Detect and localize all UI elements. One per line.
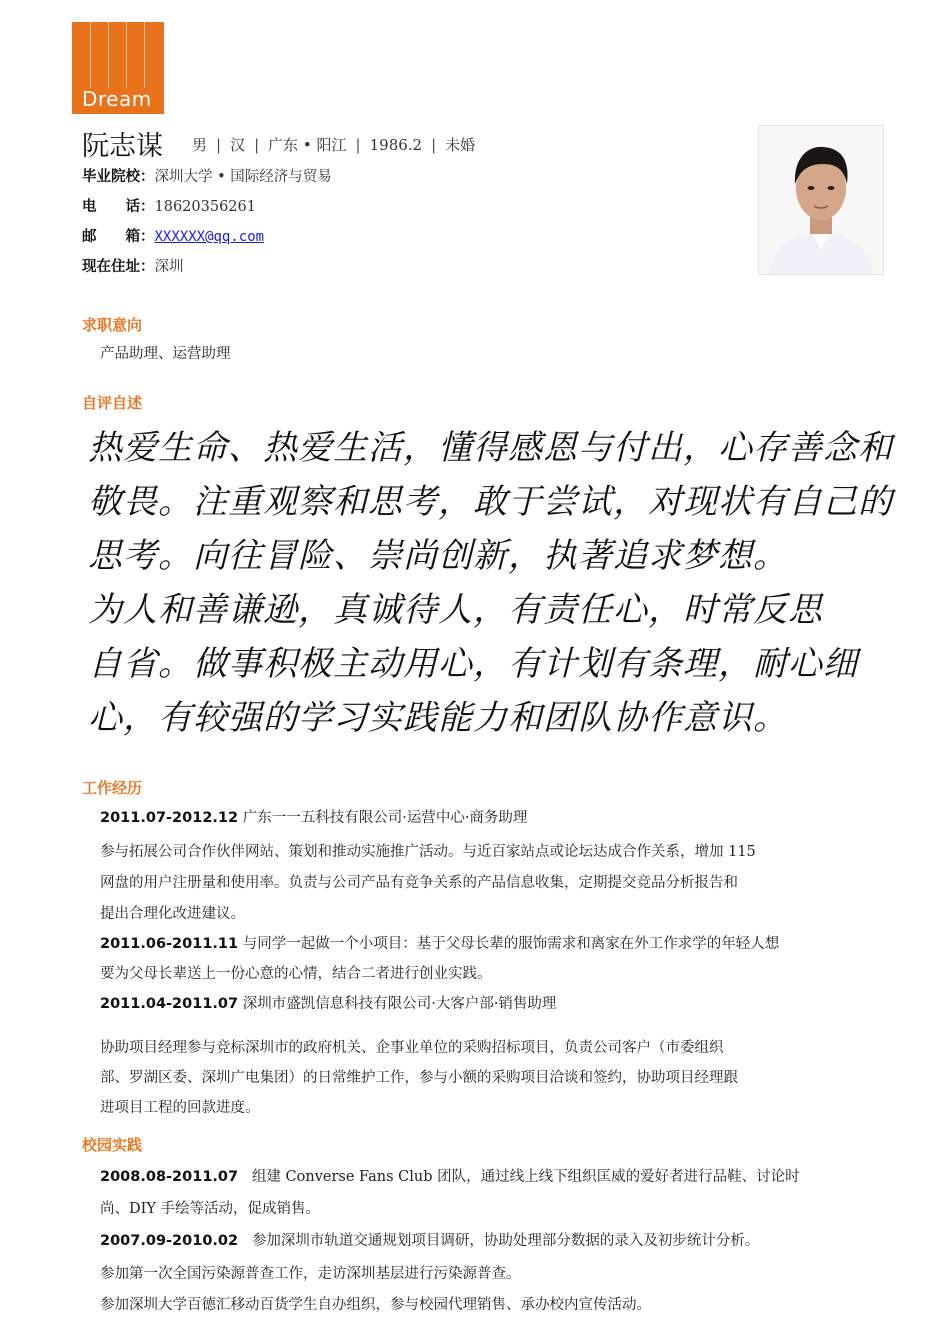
handwritten-line: 热爱生命、热爱生活，懂得感恩与付出，心存善念和: [88, 428, 893, 468]
separator: |: [254, 136, 260, 154]
work-description-line: 参与拓展公司合作伙伴网站、策划和推动实施推广活动。与近百家站点或论坛达成合作关系，增加 115: [100, 844, 756, 860]
dream-logo: [72, 22, 164, 114]
campus-date: 2008.08-2011.07: [100, 1169, 239, 1185]
work-description-line: 部、罗湖区委、深圳广电集团）的日常维护工作，参与小额的采购项目洽谈和签约，协助项目经理跟: [100, 1070, 738, 1086]
objective-text: 产品助理、运营助理: [100, 346, 231, 362]
campus-entry-heading: [100, 1229, 759, 1250]
work-description-line: 要为父母长辈送上一份心意的心情，结合二者进行创业实践。: [100, 966, 492, 982]
section-heading-objective: 求职意向: [82, 316, 143, 334]
work-date: 2011.07-2012.12: [100, 810, 239, 826]
campus-description-line: 参加深圳大学百德汇移动百货学生自办组织，参与校园代理销售、承办校内宣传活动。: [100, 1297, 651, 1313]
phone-label: 电 话：: [82, 199, 155, 215]
work-description-line: 提出合理化改进建议。: [100, 906, 245, 922]
handwritten-line: 自省。做事积极主动用心，有计划有条理，耐心细: [88, 644, 858, 684]
work-description-line: 进项目工程的回款进度。: [100, 1100, 260, 1116]
work-entry-heading: [100, 806, 527, 827]
logo-stripe: [126, 22, 127, 88]
handwritten-self-evaluation: [88, 421, 908, 745]
handwritten-line: 敬畏。注重观察和思考，敢于尝试，对现状有自己的: [88, 482, 893, 522]
work-title: 深圳市盛凯信息科技有限公司·大客户部·销售助理: [242, 996, 557, 1012]
work-entry-heading: [100, 992, 556, 1013]
separator: |: [355, 136, 361, 154]
section-heading-work: 工作经历: [82, 779, 143, 797]
profile-photo: [758, 125, 884, 275]
campus-description-line: 尚、DIY 手绘等活动，促成销售。: [100, 1201, 321, 1217]
work-description-line: 网盘的用户注册量和使用率。负责与公司产品有竞争关系的产品信息收集，定期提交竞品分析报告和: [100, 875, 738, 891]
phone-row: [82, 195, 256, 216]
address-label: 现在住址：: [82, 259, 155, 275]
email-link[interactable]: XXXXXX@qq.com: [154, 229, 265, 245]
handwritten-line: 为人和善谦逊，真诚待人，有责任心，时常反思: [88, 590, 823, 630]
personal-meta: [192, 134, 475, 155]
separator: |: [431, 136, 437, 154]
work-date: 2011.06-2011.11: [100, 936, 239, 952]
logo-stripe: [108, 22, 109, 88]
school-value: 深圳大学 • 国际经济与贸易: [154, 169, 332, 185]
work-description-line: 与同学一起做一个小项目：基于父母长辈的服饰需求和离家在外工作求学的年轻人想: [242, 936, 780, 952]
handwritten-line: 心，有较强的学习实践能力和团队协作意识。: [88, 698, 788, 738]
separator: |: [216, 136, 222, 154]
logo-stripe: [144, 22, 145, 88]
section-heading-self-eval: 自评自述: [82, 394, 143, 412]
candidate-name: 阮志谋: [82, 131, 163, 162]
campus-description-line: 参加第一次全国污染源普查工作，走访深圳基层进行污染源普查。: [100, 1266, 521, 1282]
address-value: 深圳: [154, 259, 184, 275]
handwritten-line: 思考。向往冒险、崇尚创新，执著追求梦想。: [88, 536, 788, 576]
portrait-icon: [759, 126, 883, 274]
campus-entry-heading: [100, 1165, 800, 1186]
campus-description-line: 组建 Converse Fans Club 团队，通过线上线下组织匡威的爱好者进行品鞋、讨论时: [251, 1169, 800, 1185]
email-row: [82, 225, 264, 246]
section-heading-campus: 校园实践: [82, 1136, 143, 1154]
address-row: [82, 255, 184, 276]
work-description-line: 协助项目经理参与竞标深圳市的政府机关、企事业单位的采购招标项目，负责公司客户（市委组织: [100, 1040, 724, 1056]
marital-status: 未婚: [445, 136, 476, 154]
work-date: 2011.04-2011.07: [100, 996, 239, 1012]
logo-stripe: [90, 22, 91, 88]
hometown: 广东 • 阳江: [268, 136, 347, 154]
work-entry-heading: [100, 932, 779, 953]
phone-value: 18620356261: [154, 199, 256, 215]
birth-date: 1986.2: [369, 136, 423, 154]
campus-description-line: 参加深圳市轨道交通规划项目调研，协助处理部分数据的录入及初步统计分析。: [251, 1233, 760, 1249]
school-label: 毕业院校：: [82, 169, 155, 185]
school-row: [82, 165, 332, 186]
ethnicity: 汉: [230, 136, 246, 154]
gender: 男: [192, 136, 208, 154]
campus-date: 2007.09-2010.02: [100, 1233, 239, 1249]
work-title: 广东一一五科技有限公司·运营中心·商务助理: [242, 810, 528, 826]
email-label: 邮 箱：: [82, 229, 155, 245]
logo-text: Dream: [82, 87, 152, 111]
